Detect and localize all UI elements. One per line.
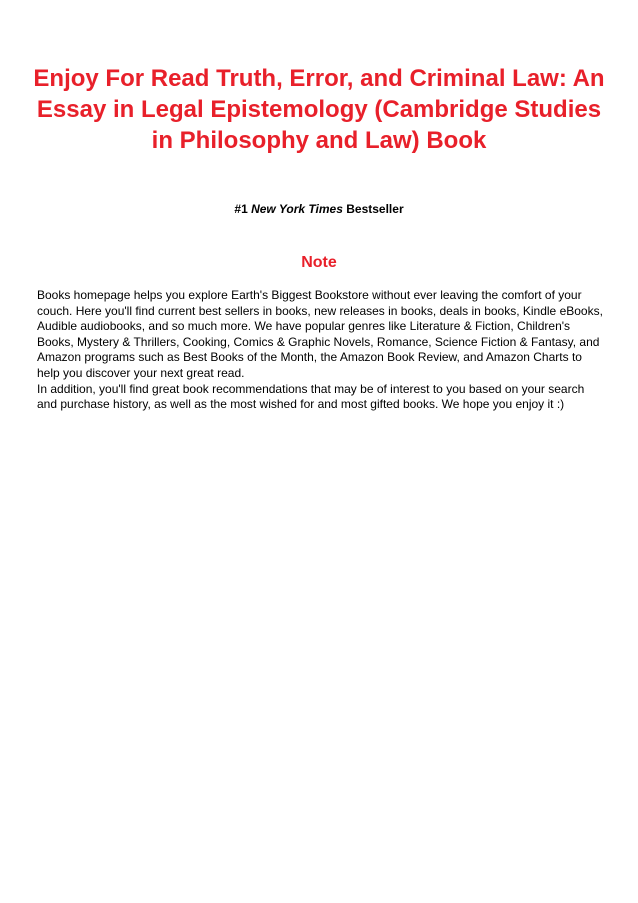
note-heading: Note [301,254,337,271]
document-title: Enjoy For Read Truth, Error, and Criminal Law: An Essay in Legal Epistemology (Cambridge Studies in Philosophy and Law) Book [33,65,605,154]
bestseller-prefix: #1 [234,202,252,216]
bestseller-suffix: Bestseller [342,202,404,216]
bestseller-line [0,201,638,217]
note-body [37,288,605,413]
note-paragraph: Books homepage helps you explore Earth's Biggest Bookstore without ever leaving the comfort of your couch. Here you'll find current best sellers in books, new releases in books, deals in books, Kindle eBooks, Audible audiobooks, and so much more. We have popular genres like Literature & Fiction, Children's Books, Mystery & Thrillers, Cooking, Comics & Graphic Novels, Romance, Science Fiction & Fantasy, and Amazon programs such as Best Books of the Month, the Amazon Book Review, and Amazon Charts to help you discover your next great read. [37,288,603,380]
note-paragraph: In addition, you'll find great book recommendations that may be of interest to you based on your search and purchase history, as well as the most wished for and most gifted books. We hope you enjoy it :) [37,381,585,412]
bestseller-publication: New York Times [251,202,343,216]
